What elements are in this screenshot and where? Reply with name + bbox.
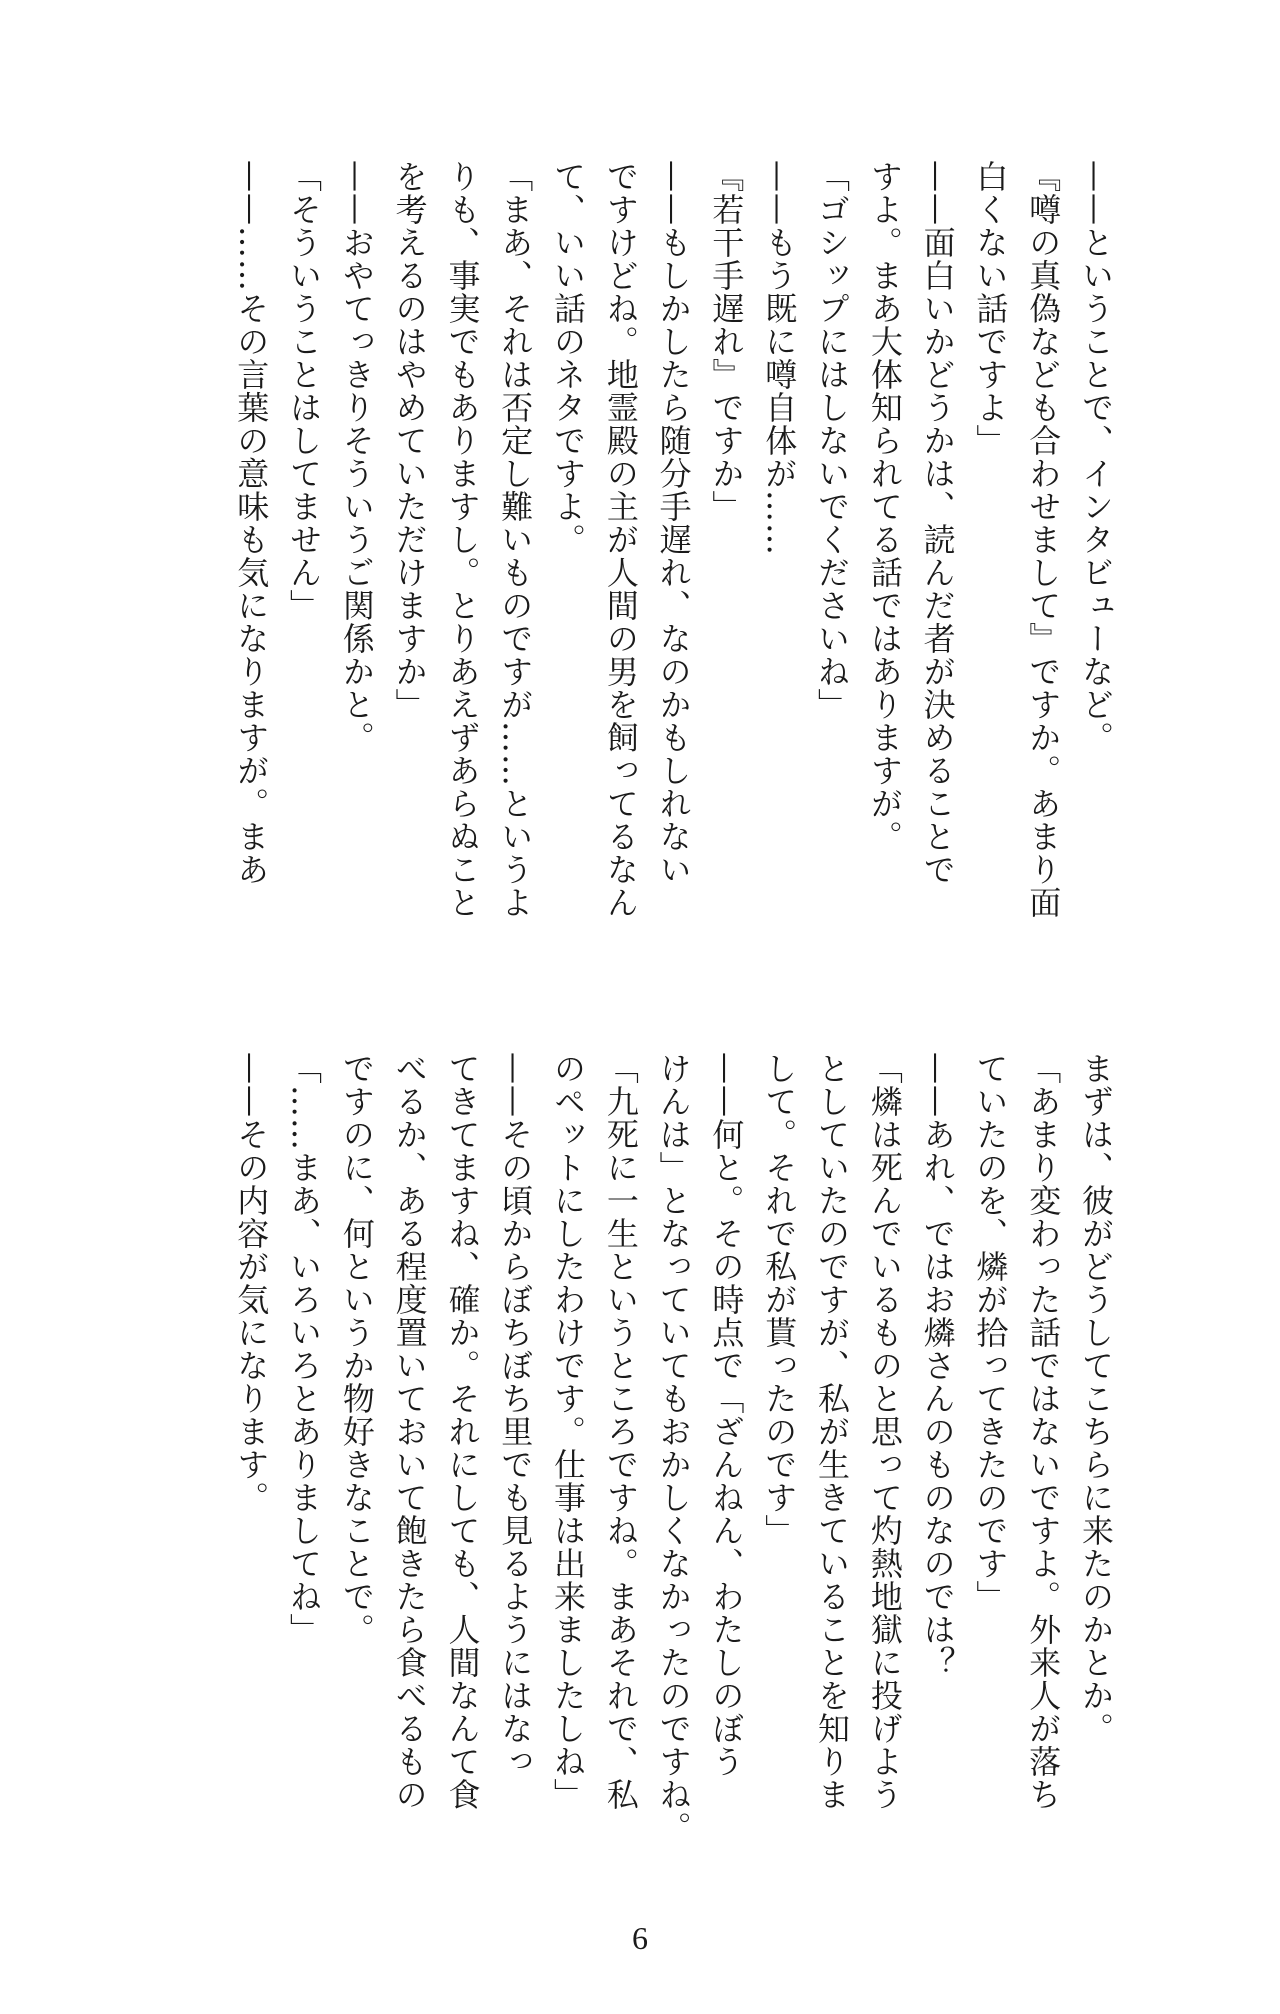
text-column: ——何と。その時点で「ざんねん、わたしのぼう [707, 1052, 746, 1778]
text-column: て、いい話のネタですよ。 [549, 160, 588, 556]
text-column: 『噂の真偽なども合わせまして』ですか。あまり面 [1024, 160, 1063, 919]
top-text-block [224, 160, 1122, 940]
text-column: のペットにしたわけです。仕事は出来ましたしね」 [549, 1052, 588, 1811]
text-column: ですけどね。地霊殿の主が人間の男を飼ってるなん [601, 160, 640, 919]
text-column: べるか、ある程度置いておいて飽きたら食べるもの [390, 1052, 429, 1811]
text-column: としていたのですが、私が生きていることを知りま [813, 1052, 852, 1811]
page-number: 6 [632, 1920, 648, 1956]
text-column: 「九死に一生というところですね。まあそれで、私 [601, 1052, 640, 1811]
text-column: けんは」となっていてもおかしくなかったのですね。 [654, 1052, 693, 1844]
text-column: 「まあ、それは否定し難いものですが……というよ [496, 160, 535, 919]
text-column: 「あまり変わった話ではないですよ。外来人が落ち [1024, 1052, 1063, 1811]
text-column: ——その頃からぼちぼち里でも見るようにはなっ [496, 1052, 535, 1778]
text-column: りも、事実でもありますし。とりあえずあらぬこと [443, 160, 482, 919]
text-column: ——もう既に噂自体が…… [760, 160, 799, 556]
text-column: 白くない話ですよ」 [971, 160, 1010, 457]
text-column: まずは、彼がどうしてこちらに来たのかとか。 [1077, 1052, 1115, 1745]
text-column: 『若干手遅れ』ですか」 [707, 160, 746, 523]
text-column: 「そういうことはしてません」 [285, 160, 324, 622]
text-column: して。それで私が貰ったのです」 [760, 1052, 799, 1547]
text-column: ——あれ、ではお燐さんのものなのでは？ [918, 1052, 957, 1679]
text-column: ——面白いかどうかは、読んだ者が決めることで [918, 160, 957, 886]
text-column: ——ということで、インタビューなど。 [1077, 160, 1115, 754]
bottom-text-block [224, 1052, 1122, 1844]
text-column: すよ。まあ大体知られてる話ではありますが。 [865, 160, 904, 853]
text-column: を考えるのはやめていただけますか」 [390, 160, 429, 721]
text-column: ですのに、何というか物好きなことで。 [337, 1052, 376, 1646]
text-column: 「ゴシップにはしないでくださいね」 [813, 160, 852, 721]
text-column: ——もしかしたら随分手遅れ、なのかもしれない [654, 160, 693, 886]
text-column: ——その内容が気になります。 [232, 1052, 271, 1514]
text-column: ——おやてっきりそういうご関係かと。 [337, 160, 376, 754]
text-column: ていたのを、燐が拾ってきたのです」 [971, 1052, 1010, 1613]
text-column: 「……まあ、いろいろとありましてね」 [285, 1052, 324, 1646]
text-column: 「燐は死んでいるものと思って灼熱地獄に投げよう [865, 1052, 904, 1811]
text-column: てきてますね、確か。それにしても、人間なんて食 [443, 1052, 482, 1811]
text-column: ——……その言葉の意味も気になりますが。まあ [232, 160, 271, 886]
